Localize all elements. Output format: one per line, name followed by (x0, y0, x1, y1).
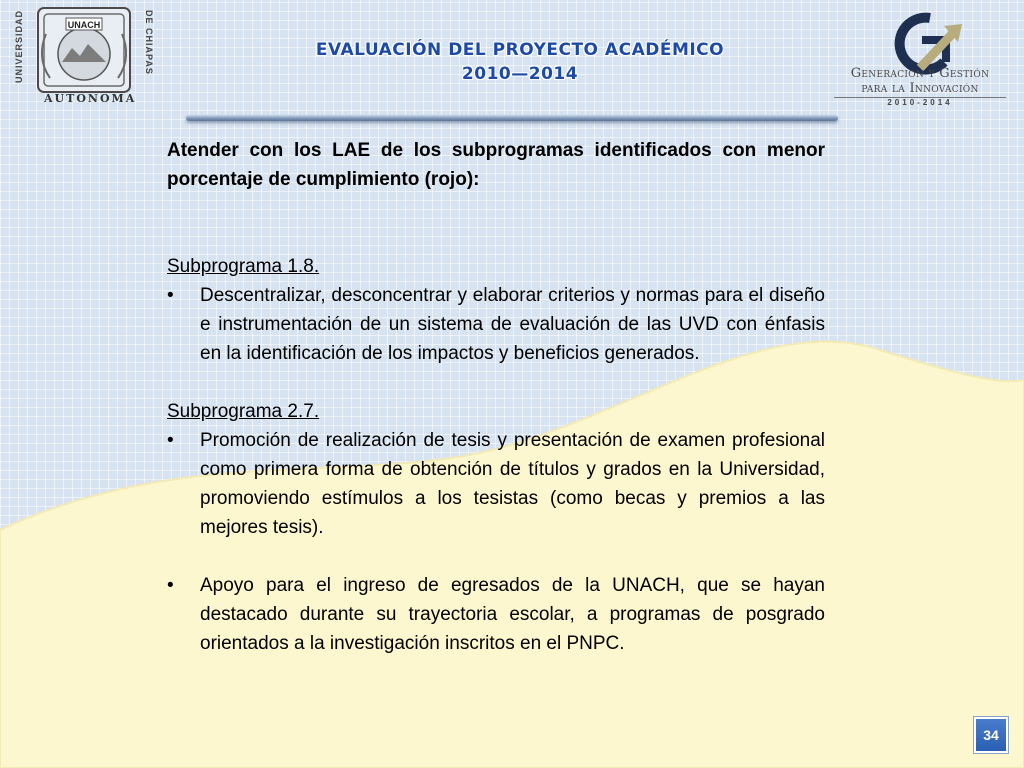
seal-left-text: UNIVERSIDAD (14, 10, 24, 84)
section-heading-1-8: Subprograma 1.8. (167, 256, 320, 277)
title-divider (186, 115, 838, 121)
section-heading-2-7: Subprograma 2.7. (167, 401, 320, 422)
bullet-list-1-8 (167, 281, 825, 368)
list-item (167, 281, 825, 368)
logo-years: 2010-2014 (887, 98, 953, 107)
unach-seal (14, 4, 154, 108)
title-line-2: 2010—2014 (461, 64, 579, 84)
list-item (167, 571, 825, 658)
seal-acronym: UNACH (67, 20, 101, 30)
intro-paragraph: Atender con los LAE de los subprogramas identificados con menor porcentaje de cumplimiento (rojo): (167, 140, 825, 190)
bullet-icon: • (167, 285, 174, 306)
logo-name (830, 66, 1010, 96)
logo-line-2: para la Innovación (861, 81, 979, 96)
slide-body (167, 136, 825, 658)
list-spacer (167, 542, 825, 571)
bullet-list-2-7 (167, 426, 825, 658)
slide-title (240, 38, 800, 86)
title-line-1: EVALUACIÓN DEL PROYECTO ACADÉMICO (315, 40, 725, 60)
seal-bottom-text: AUTONOMA (44, 92, 137, 105)
bullet-text: Apoyo para el ingreso de egresados de la UNACH, que se hayan destacado durante su trayectoria escolar, a programas de posgrado orientados a la investigación inscritos en el PNPC. (200, 575, 825, 654)
logo-line-1: Generación y Gestión (850, 66, 990, 81)
list-item (167, 426, 825, 542)
university-seal-icon (14, 4, 154, 96)
page-number-box (974, 717, 1008, 753)
bullet-text: Promoción de realización de tesis y presentación de examen profesional como primera forma de obtención de títulos y grados en la Universidad, promoviendo estímulos a los tesistas (como becas y premios a las mejores tesis). (200, 430, 825, 538)
bullet-text: Descentralizar, desconcentrar y elaborar criterios y normas para el diseño e instrumentación de un sistema de evaluación de las UVD con énfasis en la identificación de los impactos y beneficios generados. (200, 285, 825, 364)
bullet-icon: • (167, 430, 174, 451)
seal-right-text: DE CHIAPAS (144, 10, 154, 75)
bullet-icon: • (167, 575, 174, 596)
page-number: 34 (983, 727, 999, 743)
